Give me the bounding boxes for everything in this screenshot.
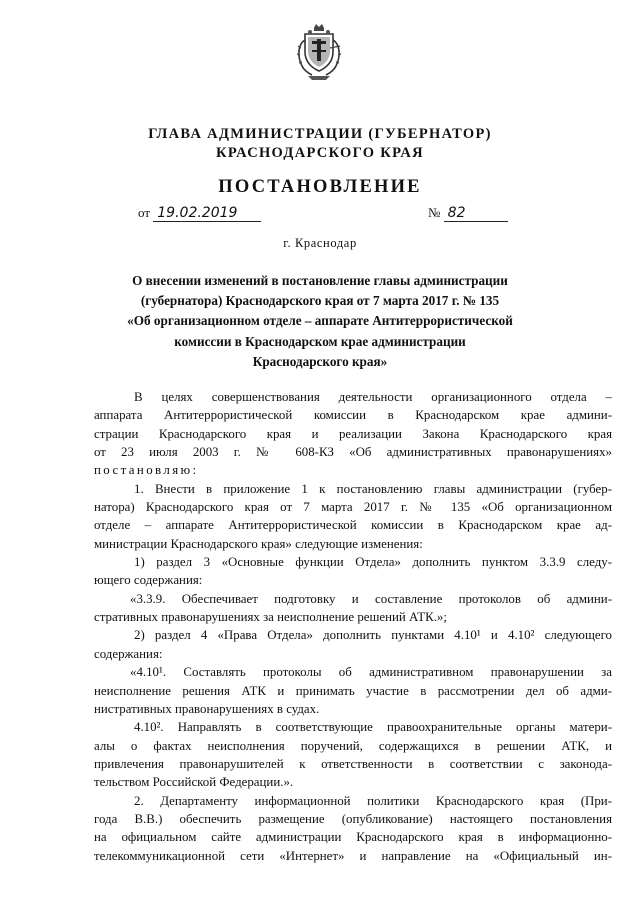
date-prefix: от [138,205,151,220]
document-date: 19.02.2019 [153,205,261,222]
body-line: 4.10². Направлять в соответствующие правоохранительные органы матери- [134,720,612,735]
number-line [428,205,508,222]
subject-line: «Об организационном отделе – аппарате Антитеррористической [127,313,513,329]
body-line: 1. Внести в приложение 1 к постановлению главы администрации (губер- [134,481,612,496]
subject-line: комиссии в Краснодарском крае администрации [174,333,466,349]
body-line: тельством Российской Федерации.». [94,775,294,790]
body-line: аппарата Антитеррористической комиссии в Краснодарском крае админи- [94,408,612,423]
number-prefix: № [428,205,441,220]
subject-line: (губернатора) Краснодарского края от 7 марта 2017 г. № 135 [140,293,500,309]
body-line: «4.10¹. Составлять протоколы об административном правонарушении за [130,665,612,680]
body-line: страции Краснодарского края и реализации Закона Краснодарского края [94,426,612,441]
body-line: стративных правонарушениях за неисполнение решений АТК.»; [94,610,447,625]
body-line: ющего содержания: [94,573,203,588]
body-line: года В.В.) обеспечить размещение (опубликование) настоящего постановления [94,811,612,826]
body-line: «3.3.9. Обеспечивает подготовку и составление протоколов об админи- [130,591,612,606]
body-line: 2. Департаменту информационной политики Краснодарского края (При- [134,793,612,808]
body-line: алы о фактах неисполнения поручений, содержащихся в решении АТК, и [94,738,612,753]
body-line: неисполнение решения АТК и принимать участие в рассмотрении дел об адми- [94,683,612,698]
issuer-title: ГЛАВА АДМИНИСТРАЦИИ (ГУБЕРНАТОР) [148,126,492,142]
body-line: на официальном сайте администрации Краснодарского края в информационно- [94,830,612,845]
date-line [138,205,261,222]
body-line: нистративных правонарушениях в судах. [94,701,320,716]
body-line-resolve: постановляю: [94,463,199,478]
body-line: содержания: [94,646,163,661]
body-line: министрации Краснодарского края» следующие изменения: [94,536,423,551]
subject-line: О внесении изменений в постановление главы администрации [132,273,508,288]
document-subject [100,271,540,372]
body-line: 2) раздел 4 «Права Отдела» дополнить пунктами 4.10¹ и 4.10² следующего [134,628,612,643]
body-line: отделе – аппарате Антитеррористической комиссии в Краснодарском крае ад- [94,518,612,533]
issuer-region: КРАСНОДАРСКОГО КРАЯ [216,145,424,161]
body-line: привлечения правонарушителей к ответственности в соответствии с законода- [94,756,612,771]
subject-line: Краснодарского края» [252,353,388,369]
document-body [94,388,612,865]
document-number: 82 [444,205,508,222]
body-line: натора) Краснодарского края от 7 марта 2017 г. № 135 «Об организационном [94,500,612,515]
body-line: В целях совершенствования деятельности организационного отдела – [134,390,612,404]
document-type: ПОСТАНОВЛЕНИЕ [218,177,422,197]
body-line: 1) раздел 3 «Основные функции Отдела» дополнить пунктом 3.3.9 следу- [134,555,612,570]
body-line: от 23 июля 2003 г. № 608-КЗ «Об административных правонарушениях» [94,445,612,460]
coat-of-arms-icon [296,22,342,82]
city: г. Краснодар [283,236,357,250]
body-line: телекоммуникационной сети «Интернет» и направление на «Официальный ин- [94,848,612,863]
